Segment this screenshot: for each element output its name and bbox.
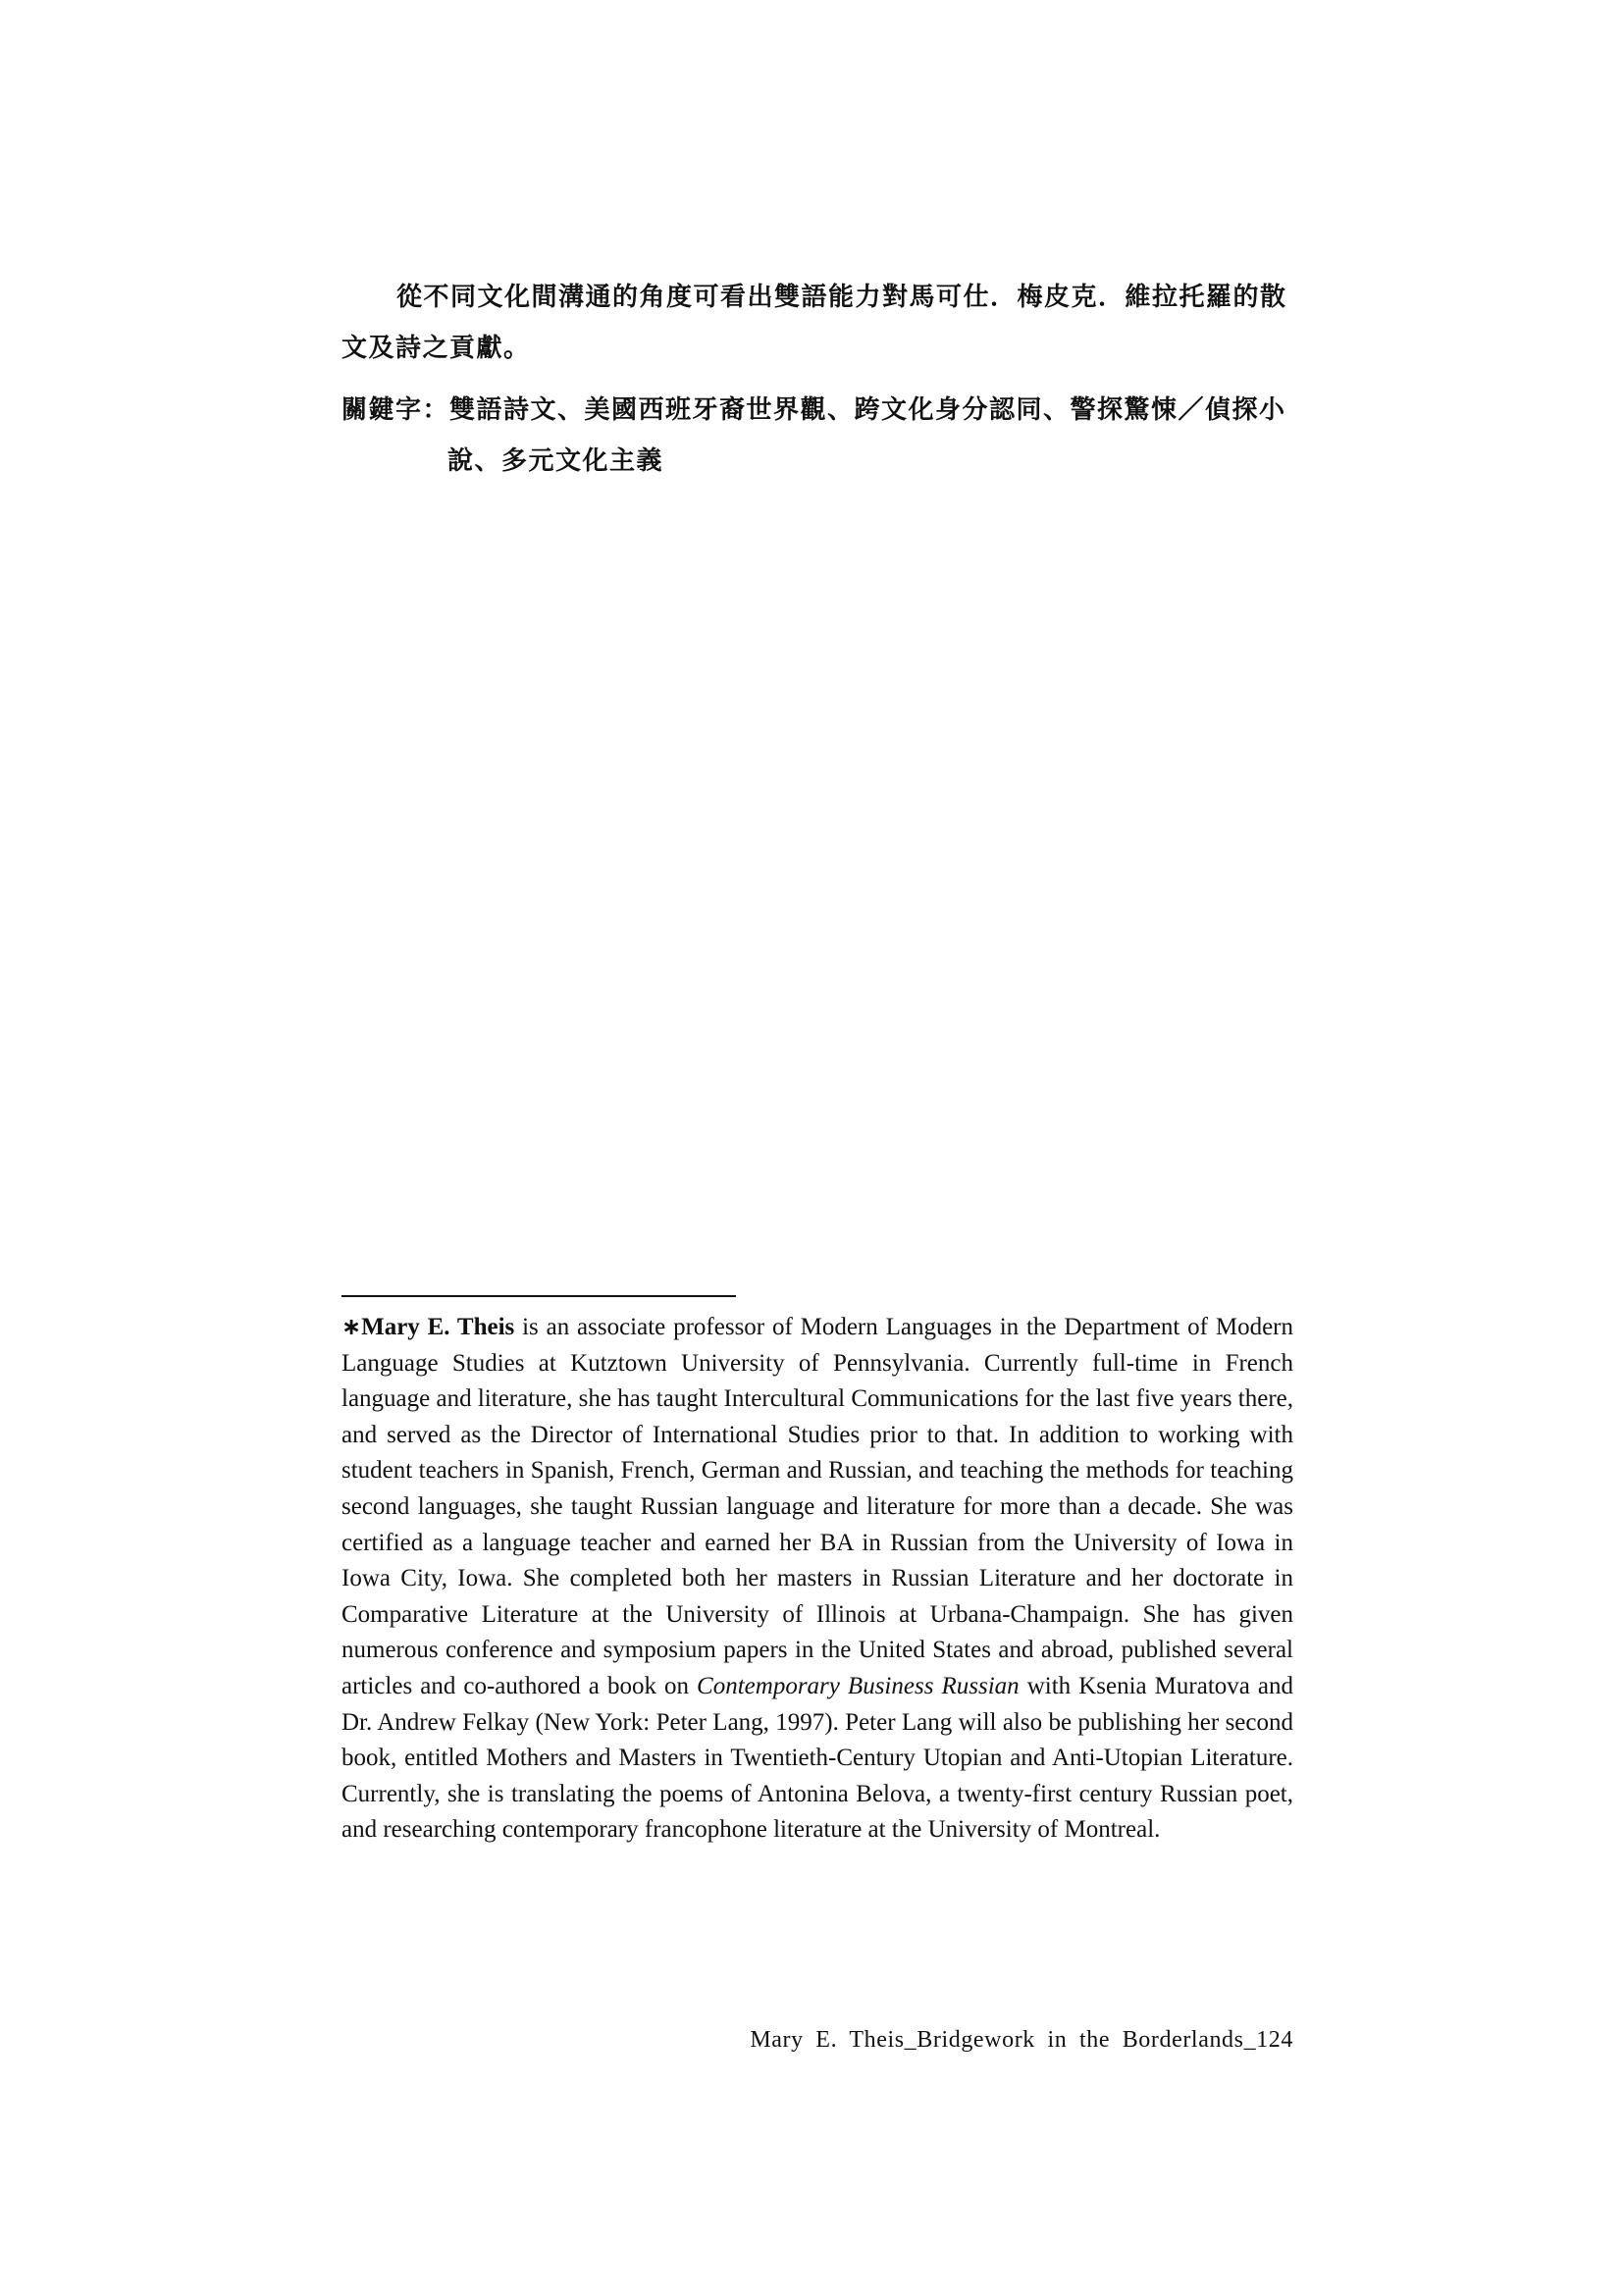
author-name: Mary E. Theis: [361, 1314, 515, 1340]
author-bio-footnote: [341, 1309, 1293, 1849]
footnote-separator-rule: [341, 1295, 736, 1297]
running-footer: Mary E. Theis_Bridgework in the Borderlands_124: [750, 2027, 1293, 2053]
keywords-label: 關鍵字：: [341, 395, 450, 425]
abstract-closing-paragraph: 從不同文化間溝通的角度可看出雙語能力對馬可仕．梅皮克．維拉托羅的散文及詩之貢獻。: [341, 283, 1287, 363]
keywords-terms: 雙語詩文、美國西班牙裔世界觀、跨文化身分認同、警探驚悚／偵探小說、多元文化主義: [447, 395, 1286, 476]
footnote-marker: ∗: [341, 1313, 362, 1340]
footnote-text-part1: is an associate professor of Modern Languages in the Department of Modern Language Studies at Kutztown University of Pennsylvania. Currently full-time in French language and literature, she has taught Intercultural Communications for the last five years there, and served as the Director of International Studies prior to that. In addition to working with student teachers in Spanish, French, German and Russian, and teaching the methods for teaching second languages, she taught Russian language and literature for more than a decade. She was certified as a language teacher and earned her BA in Russian from the University of Iowa in Iowa City, Iowa. She completed both her masters in Russian Literature and her doctorate in Comparative Literature at the University of Illinois at Urbana-Champaign. She has given numerous conference and symposium papers in the United States and abroad, published several articles and co-authored a book on: [341, 1314, 1293, 1699]
book-title: Contemporary Business Russian: [697, 1672, 1020, 1699]
footnote-text-part2: with Ksenia Muratova and Dr. Andrew Felkay (New York: Peter Lang, 1997). Peter Lang will also be publishing her second book, entitled Mothers and Masters in Twentieth-Century Utopian and Anti-Utopian Literature. Currently, she is translating the poems of Antonina Belova, a twenty-first century Russian poet, and researching contemporary francophone literature at the University of Montreal.: [341, 1672, 1294, 1844]
keywords-line: [341, 385, 1293, 487]
